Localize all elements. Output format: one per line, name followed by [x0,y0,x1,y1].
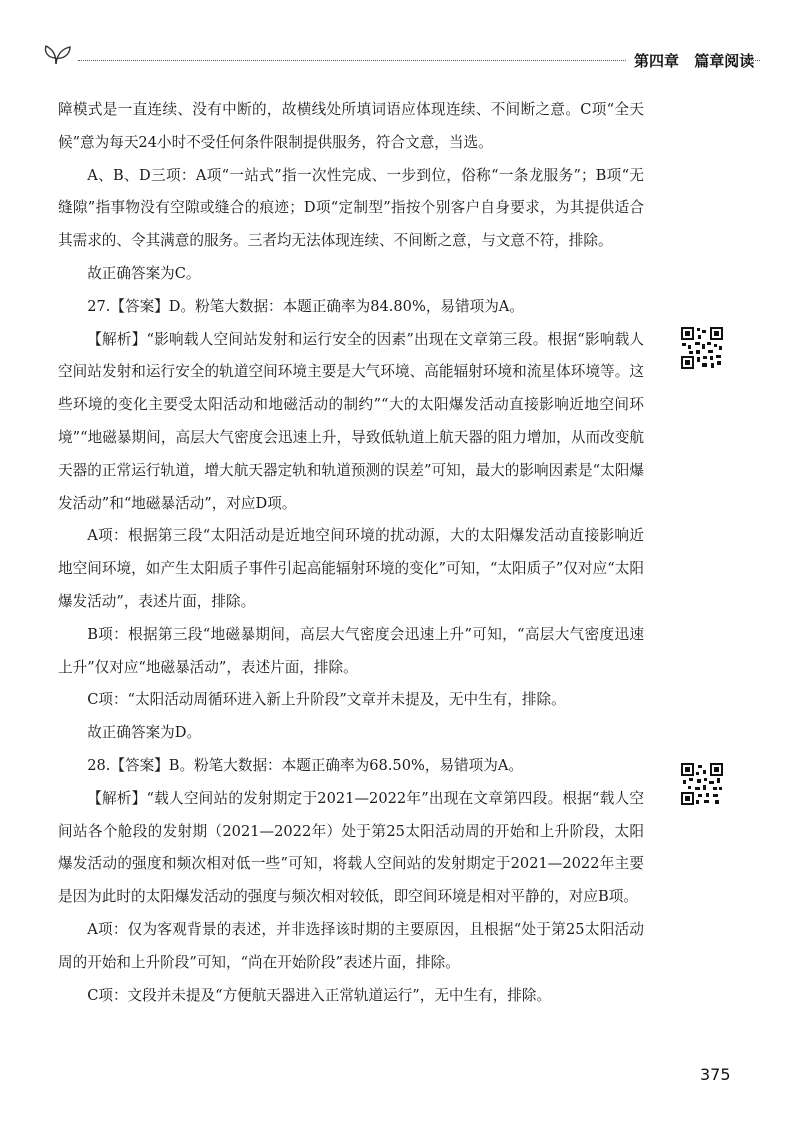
section-title: 篇章阅读 [694,52,755,70]
page-body [58,94,644,1012]
paragraph: C项：文段并未提及“方便航天器进入正常轨道运行”，无中生有，排除。 [87,986,552,1004]
analysis-paragraph: 【解析】“影响载人空间站发射和运行安全的因素”出现在文章第三段。根据“影响载人空间站发射和运行安全的轨道空间环境主要是大气环境、高能辐射环境和流星体环境等。这些环境的变化主要受太阳活动和地磁活动的制约”“大的太阳爆发活动直接影响近地空间环境”“地磁暴期间，高层大气密度会迅速上升，导致低轨道上航天器的阻力增加，从而改变航天器的正常运行轨道，增大航天器定轨和轨道预测的误差”可知，最大的影响因素是“太阳爆发活动”和“地磁暴活动”，对应D项。 [58,330,644,512]
analysis-paragraph: 【解析】“载人空间站的发射期定于2021—2022年”出现在文章第四段。根据“载人空间站各个舱段的发射期（2021—2022年）处于第25太阳活动周的开始和上升阶段，太阳爆发活动的强度和频次相对低一些”可知，将载人空间站的发射期定于2021—2022年主要是因为此时的太阳爆发活动的强度与频次相对较低，即空间环境是相对平静的，对应B项。 [58,789,644,906]
conclusion: 故正确答案为C。 [87,264,201,282]
paragraph: A项：仅为客观背景的表述，并非选择该时期的主要原因，且根据“处于第25太阳活动周的开始和上升阶段”可知，“尚在开始阶段”表述片面，排除。 [58,920,644,971]
paragraph: 障模式是一直连续、没有中断的，故横线处所填词语应体现连续、不间断之意。C项“全天候”意为每天24小时不受任何条件限制提供服务，符合文意，当选。 [58,101,644,151]
answer-line: 28.【答案】B。粉笔大数据：本题正确率为68.50%，易错项为A。 [87,756,523,774]
answer-line: 27.【答案】D。粉笔大数据：本题正确率为84.80%，易错项为A。 [87,297,524,315]
page-number: 375 [700,1065,731,1084]
leaf-icon [40,38,74,68]
conclusion: 故正确答案为D。 [87,724,202,742]
paragraph: B项：根据第三段“地磁暴期间，高层大气密度会迅速上升”可知，“高层大气密度迅速上升”仅对应“地磁暴活动”，表述片面，排除。 [58,625,644,676]
paragraph: A项：根据第三段“太阳活动是近地空间环境的扰动源，大的太阳爆发活动直接影响近地空间环境，如产生太阳质子事件引起高能辐射环境的变化”可知，“太阳质子”仅对应“太阳爆发活动”，表述片面，排除。 [58,527,644,610]
running-header [40,38,760,72]
qr-code-icon[interactable] [680,762,724,806]
chapter-number: 第四章 [634,52,680,70]
paragraph: A、B、D三项：A项“一站式”指一次性完成、一步到位，俗称“一条龙服务”；B项“无缝隙”指事物没有空隙或缝合的痕迹；D项“定制型”指按个别客户自身要求，为其提供适合其需求的、令其满意的服务。三者均无法体现连续、不间断之意，与文意不符，排除。 [58,166,644,250]
header-rule-end [744,60,760,61]
header-rule [78,60,626,61]
qr-code-icon[interactable] [680,326,724,370]
paragraph: C项：“太阳活动周循环进入新上升阶段”文章并未提及，无中生有，排除。 [87,691,566,709]
